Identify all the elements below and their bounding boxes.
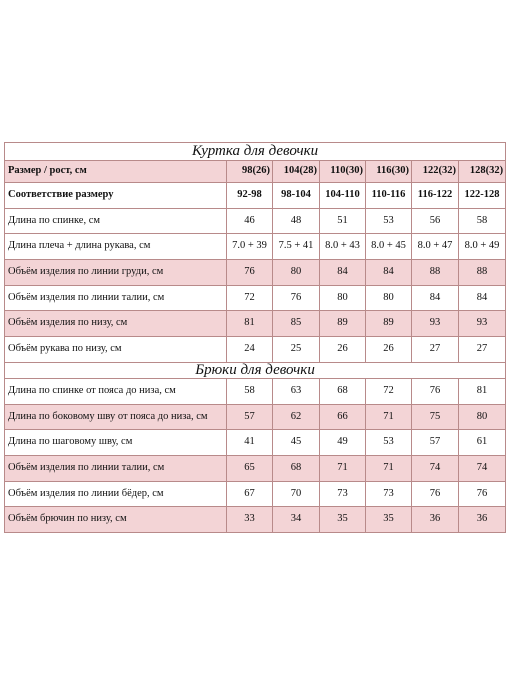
cell-value: 27 [412,337,459,363]
cell-value: 63 [273,379,320,405]
row-label: Длина по шаговому шву, см [5,430,227,456]
cell-value: 24 [227,337,273,363]
cell-value: 41 [227,430,273,456]
cell-value: 76 [412,379,459,405]
row-label: Объём изделия по линии талии, см [5,286,227,311]
cell-value: 80 [459,405,506,430]
cell-value: 72 [366,379,412,405]
cell-value: 26 [366,337,412,363]
cell-value: 27 [459,337,506,363]
table-row [5,209,506,234]
cell-value: 76 [412,482,459,507]
cell-value: 73 [366,482,412,507]
table-row [5,286,506,311]
cell-value: 75 [412,405,459,430]
pants-title [5,363,506,379]
size-value: 110-116 [366,183,412,209]
cell-value: 67 [227,482,273,507]
cell-value: 49 [320,430,366,456]
cell-value: 73 [320,482,366,507]
header-size: 104(28) [273,161,320,183]
cell-value: 62 [273,405,320,430]
row-label: Соответствие размеру [5,183,227,209]
cell-value: 76 [459,482,506,507]
table-row [5,260,506,286]
cell-value: 80 [273,260,320,286]
table-row [5,234,506,260]
cell-value: 71 [366,405,412,430]
size-value: 116-122 [412,183,459,209]
cell-value: 70 [273,482,320,507]
cell-value: 84 [459,286,506,311]
size-chart-table [4,142,506,533]
size-value: 122-128 [459,183,506,209]
cell-value: 88 [459,260,506,286]
header-size: 110(30) [320,161,366,183]
table-row [5,456,506,482]
cell-value: 58 [459,209,506,234]
cell-value: 36 [412,507,459,533]
cell-value: 26 [320,337,366,363]
cell-value: 84 [320,260,366,286]
size-value: 92-98 [227,183,273,209]
cell-value: 58 [227,379,273,405]
row-label: Длина по боковому шву от пояса до низа, см [5,405,227,430]
row-label: Длина по спинке от пояса до низа, см [5,379,227,405]
cell-value: 51 [320,209,366,234]
cell-value: 72 [227,286,273,311]
cell-value: 48 [273,209,320,234]
cell-value: 57 [227,405,273,430]
jacket-title-text: Куртка для девочки [5,143,506,161]
cell-value: 36 [459,507,506,533]
cell-value: 35 [366,507,412,533]
row-label: Объём изделия по низу, см [5,311,227,337]
jacket-title [5,143,506,161]
cell-value: 89 [366,311,412,337]
table-row [5,482,506,507]
cell-value: 7.0 + 39 [227,234,273,260]
cell-value: 8.0 + 43 [320,234,366,260]
row-label: Объём брючин по низу, см [5,507,227,533]
table-row [5,337,506,363]
cell-value: 25 [273,337,320,363]
pants-title-text: Брюки для девочки [5,363,506,379]
table-row [5,311,506,337]
cell-value: 81 [459,379,506,405]
cell-value: 74 [459,456,506,482]
header-size: 98(26) [227,161,273,183]
cell-value: 8.0 + 49 [459,234,506,260]
cell-value: 80 [366,286,412,311]
cell-value: 8.0 + 47 [412,234,459,260]
table-row [5,507,506,533]
row-label: Длина по спинке, см [5,209,227,234]
row-label: Объём изделия по линии груди, см [5,260,227,286]
cell-value: 85 [273,311,320,337]
table-row [5,405,506,430]
header-size: 122(32) [412,161,459,183]
header-size: 116(30) [366,161,412,183]
cell-value: 61 [459,430,506,456]
header-size: 128(32) [459,161,506,183]
header-label: Размер / рост, см [5,161,227,183]
row-label: Объём изделия по линии талии, см [5,456,227,482]
cell-value: 71 [366,456,412,482]
cell-value: 66 [320,405,366,430]
table-header-row [5,161,506,183]
cell-value: 35 [320,507,366,533]
cell-value: 93 [459,311,506,337]
size-correspondence-row [5,183,506,209]
cell-value: 56 [412,209,459,234]
cell-value: 46 [227,209,273,234]
cell-value: 84 [412,286,459,311]
cell-value: 68 [320,379,366,405]
cell-value: 71 [320,456,366,482]
cell-value: 53 [366,430,412,456]
cell-value: 93 [412,311,459,337]
cell-value: 45 [273,430,320,456]
cell-value: 8.0 + 45 [366,234,412,260]
cell-value: 53 [366,209,412,234]
cell-value: 89 [320,311,366,337]
size-value: 98-104 [273,183,320,209]
cell-value: 88 [412,260,459,286]
cell-value: 81 [227,311,273,337]
row-label: Объём изделия по линии бёдер, см [5,482,227,507]
cell-value: 57 [412,430,459,456]
size-chart-body [5,143,506,533]
size-value: 104-110 [320,183,366,209]
cell-value: 80 [320,286,366,311]
cell-value: 7.5 + 41 [273,234,320,260]
cell-value: 74 [412,456,459,482]
cell-value: 76 [227,260,273,286]
cell-value: 68 [273,456,320,482]
cell-value: 33 [227,507,273,533]
cell-value: 76 [273,286,320,311]
table-row [5,430,506,456]
row-label: Объём рукава по низу, см [5,337,227,363]
cell-value: 34 [273,507,320,533]
row-label: Длина плеча + длина рукава, см [5,234,227,260]
cell-value: 84 [366,260,412,286]
cell-value: 65 [227,456,273,482]
table-row [5,379,506,405]
